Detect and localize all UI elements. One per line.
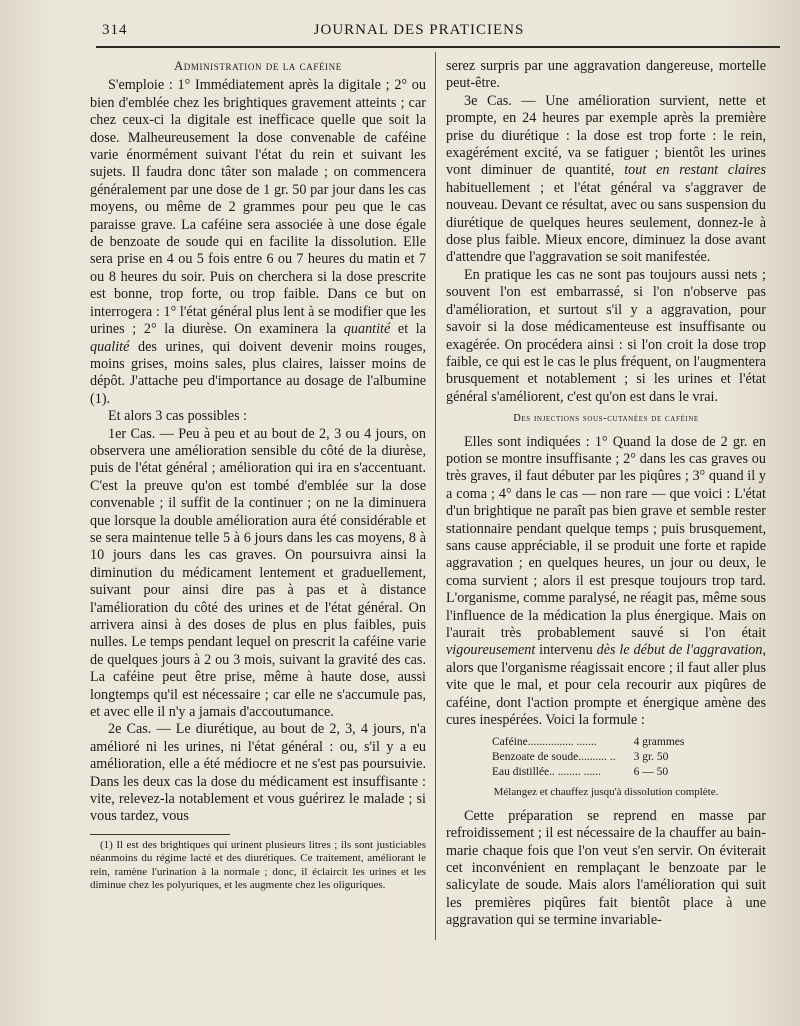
column-divider xyxy=(435,52,436,940)
paragraph: serez surpris par une aggravation dangereuse, mortelle peut-être. xyxy=(446,58,766,92)
page-header xyxy=(60,18,778,46)
page-number: 314 xyxy=(102,22,128,38)
formula-table xyxy=(492,735,684,780)
paragraph: En pratique les cas ne sont pas toujours aussi nets ; souvent l'on est embarrassé, si l'on n'observe pas d'amélioration, et surtout s'il y a aggravation, pour savoir si la dose médicamenteuse est insuffisante ou exagérée. On procédera ainsi : si l'on croit la dose trop faible, ce qui est le cas le plus fréquent, on l'augmentera brusquement et notablement ; si les urines et l'état général s'améliorent, c'est qu'on est dans le vrai. xyxy=(446,266,766,405)
formula-row xyxy=(492,750,684,765)
formula-ingredient: Eau distillée.. ........ ...... xyxy=(492,766,601,779)
formula-row xyxy=(492,735,684,750)
right-column xyxy=(446,58,766,930)
paragraph: Elles sont indiquées : 1° Quand la dose de 2 gr. en potion se montre insuffisante ; 2° dans les cas graves ou très graves, il faut débuter par les piqûres ; 3° quand il y a coma ; 4° dans le cas — non rare — que voici : L'état d'un brightique ne paraît pas bien grave et semble rester stationnaire pendant quelque temps ; puis brusquement, sans cause appréciable, il se produit une forte et rapide aggravation ; en quelques heures, un jour ou deux, le coma survient ; alors il est presque toujours trop tard. L'organisme, comme paralysé, ne réagit pas, même sous l'influence de la médication la plus énergique. Mais on l'aurait très probablement sauvé si l'on était vigoureusement intervenu dès le début de l'aggravation, alors que l'organisme réagissait encore ; il faut aller plus vite que le mal, et pour cela recourir aux piqûres de caféine, dont l'action prompte et énergique amène des cures inespérées. Voici la formule : xyxy=(446,433,766,729)
header-rule xyxy=(96,46,780,48)
section-title-injections: Des injections sous-cutanées de caféine xyxy=(513,413,699,425)
section-title-administration: Administration de la caféine xyxy=(174,59,342,73)
footnote: (1) Il est des brightiques qui urinent plusieurs litres ; ils sont justiciables néanmoins du régime lacté et des diurétiques. Ce traitement, améliorant le rein, ramène l'urination à la normale ; donc, il éclaircit les urines et les diminue chez les polyuriques, et les augmente chez les oliguriques. xyxy=(90,838,426,892)
paragraph: Cette préparation se reprend en masse par refroidissement ; il est nécessaire de la chauffer au bain-marie chaque fois que l'on veut s'en servir. On éviterait cet inconvénient en remplaçant le benzoate par le salicylate de soude. Mais alors l'amélioration qui suit les premières piqûres fait bientôt place à une aggravation qui se termine invariable- xyxy=(446,807,766,929)
paragraph-case-3: 3e Cas. — Une amélioration survient, nette et prompte, en 24 heures par exemple après la première prise du diurétique : la dose est trop forte : le rein, exagérément excité, va se fatiguer ; bientôt les urines vont diminuer de quantité, tout en restant claires habituellement ; et l'état général va s'aggraver de nouveau. Devant ce résultat, avec ou sans suspension du diurétique de quelques heures seulement, donnez-le à dose plus faible. Mieux encore, diminuez la dose avant d'attendre que l'aggravation se soit manifestée. xyxy=(446,92,766,266)
formula-ingredient: Caféine................ ....... xyxy=(492,736,597,749)
formula-quantity: 3 gr. 50 xyxy=(633,751,669,764)
paragraph: S'emploie : 1° Immédiatement après la digitale ; 2° ou bien d'emblée chez les brightiques gravement atteints ; car chez ceux-ci la digitale est inefficace quelle que soit la dose. Malheureusement la dose convenable de caféine varie énormément suivant l'état du rein et suivant les sujets. Il faudra donc tâter son malade ; on commencera généralement par une dose de 1 gr. 50 par jour dans les cas moyens, ou même de 2 grammes pour peu que le cas paraisse grave. La caféine sera associée à une dose égale de benzoate de soude qui en facilite la dissolution. Elle sera prise en 4 ou 5 fois entre 6 ou 7 heures du matin et 7 ou 8 heures du soir. Puis on cherchera si la dose prescrite est bonne, trop forte, ou trop faible. Dans ce but on interrogera : 1° l'état général plus lent à se modifier que les urines ; 2° la diurèse. On examinera la quantité et la qualité des urines, qui doivent devenir moins rouges, moins grises, moins sales, plus claires, laisser moins de dépôt. J'attache peu d'importance au dosage de l'albumine (1). xyxy=(90,77,427,407)
footnote-rule xyxy=(90,834,230,835)
formula-quantity: 4 grammes xyxy=(633,736,685,749)
formula-ingredient: Benzoate de soude.......... .. xyxy=(492,751,616,764)
formula-quantity: 6 — 50 xyxy=(633,766,669,779)
paragraph-case-1: 1er Cas. — Peu à peu et au bout de 2, 3 ou 4 jours, on observera une amélioration sensible du côté de la diurèse, puis de l'état général ; amélioration qui ira en s'accentuant. C'est la preuve qu'on est tombé d'emblée sur la dose convenable ; il suffit de la continuer ; on ne la diminuera que lorsque la double amélioration aura été considérable et se sera maintenue telle 5 à 6 jours dans les cas moyens, 8 à 10 jours dans les cas graves. On poursuivra ainsi la diminution du médicament lentement et graduellement, suivant pour ainsi dire pas à pas et à distance l'amélioration du côté des urines et de l'état général. On arrivera ainsi à des doses de plus en plus faibles, puis nulles. Le temps pendant lequel on prescrit la caféine varie de quelques jours à 2 ou 3 mois, suivant la gravité des cas. La caféine peut être prise, même à haute dose, aussi longtemps qu'il est nécessaire ; car elle ne s'accumule pas, et avec elle il n'y a jamais d'accoutumance. xyxy=(90,425,426,721)
left-column xyxy=(90,58,426,893)
paragraph: Et alors 3 cas possibles : xyxy=(108,408,248,425)
formula-row xyxy=(492,765,684,780)
running-title: JOURNAL DES PRATICIENS xyxy=(313,22,525,38)
paragraph-case-2: 2e Cas. — Le diurétique, au bout de 2, 3, 4 jours, n'a amélioré ni les urines, ni l'état général : ou, s'il y a eu amélioration, elle a été médiocre et ne s'est pas poursuivie. Dans les deux cas la dose du médicament est insuffisante : vite, relevez-la notablement et vous guérirez le malade ; si vous tardez, vous xyxy=(90,721,426,825)
formula-note: Mélangez et chauffez jusqu'à dissolution complète. xyxy=(493,786,719,799)
